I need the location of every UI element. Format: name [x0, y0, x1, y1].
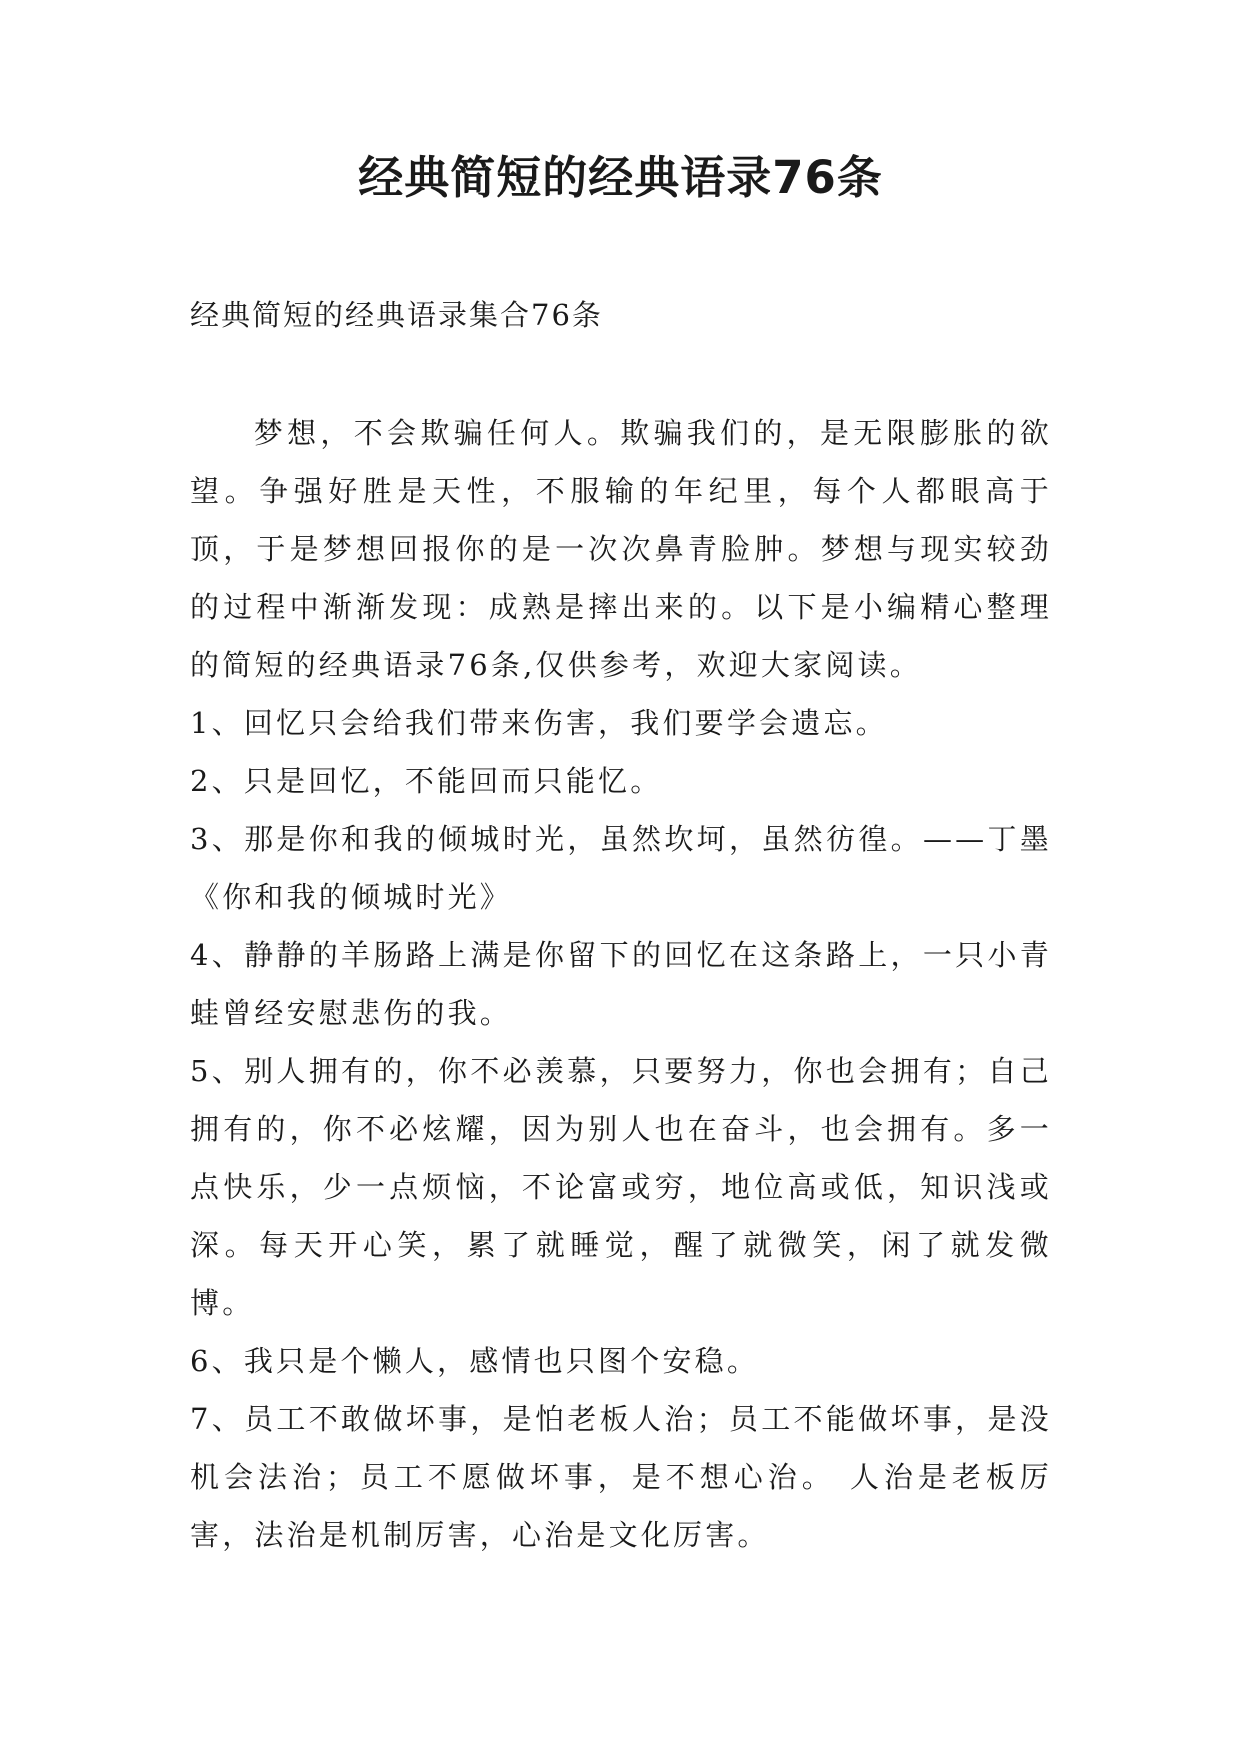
quote-item-1: 1、回忆只会给我们带来伤害，我们要学会遗忘。 [190, 706, 888, 740]
quote-item-2: 2、只是回忆，不能回而只能忆。 [190, 764, 663, 798]
intro-paragraph: 梦想，不会欺骗任何人。欺骗我们的，是无限膨胀的欲望。争强好胜是天性，不服输的年纪里，每个人都眼高于顶，于是梦想回报你的是一次次鼻青脸肿。梦想与现实较劲的过程中渐渐发现：成熟是摔出来的。以下是小编精心整理的简短的经典语录76条,仅供参考，欢迎大家阅读。 [190, 416, 1052, 682]
quote-item-3: 3、那是你和我的倾城时光，虽然坎坷，虽然彷徨。——丁墨《你和我的倾城时光》 [190, 822, 1052, 914]
document-body [190, 404, 1052, 1564]
quote-item-5: 5、别人拥有的，你不必羡慕，只要努力，你也会拥有；自己拥有的，你不必炫耀，因为别人也在奋斗，也会拥有。多一点快乐，少一点烦恼，不论富或穷，地位高或低，知识浅或深。每天开心笑，累了就睡觉，醒了就微笑，闲了就发微博。 [190, 1054, 1052, 1320]
quote-item-4: 4、静静的羊肠路上满是你留下的回忆在这条路上，一只小青蛙曾经安慰悲伤的我。 [190, 938, 1052, 1030]
quote-item-7: 7、员工不敢做坏事，是怕老板人治；员工不能做坏事，是没机会法治；员工不愿做坏事，是不想心治。 人治是老板厉害，法治是机制厉害，心治是文化厉害。 [190, 1402, 1052, 1552]
document-title: 经典简短的经典语录76条 [358, 151, 883, 204]
document-subtitle: 经典简短的经典语录集合76条 [190, 298, 603, 332]
quote-item-6: 6、我只是个懒人，感情也只图个安稳。 [190, 1344, 760, 1378]
